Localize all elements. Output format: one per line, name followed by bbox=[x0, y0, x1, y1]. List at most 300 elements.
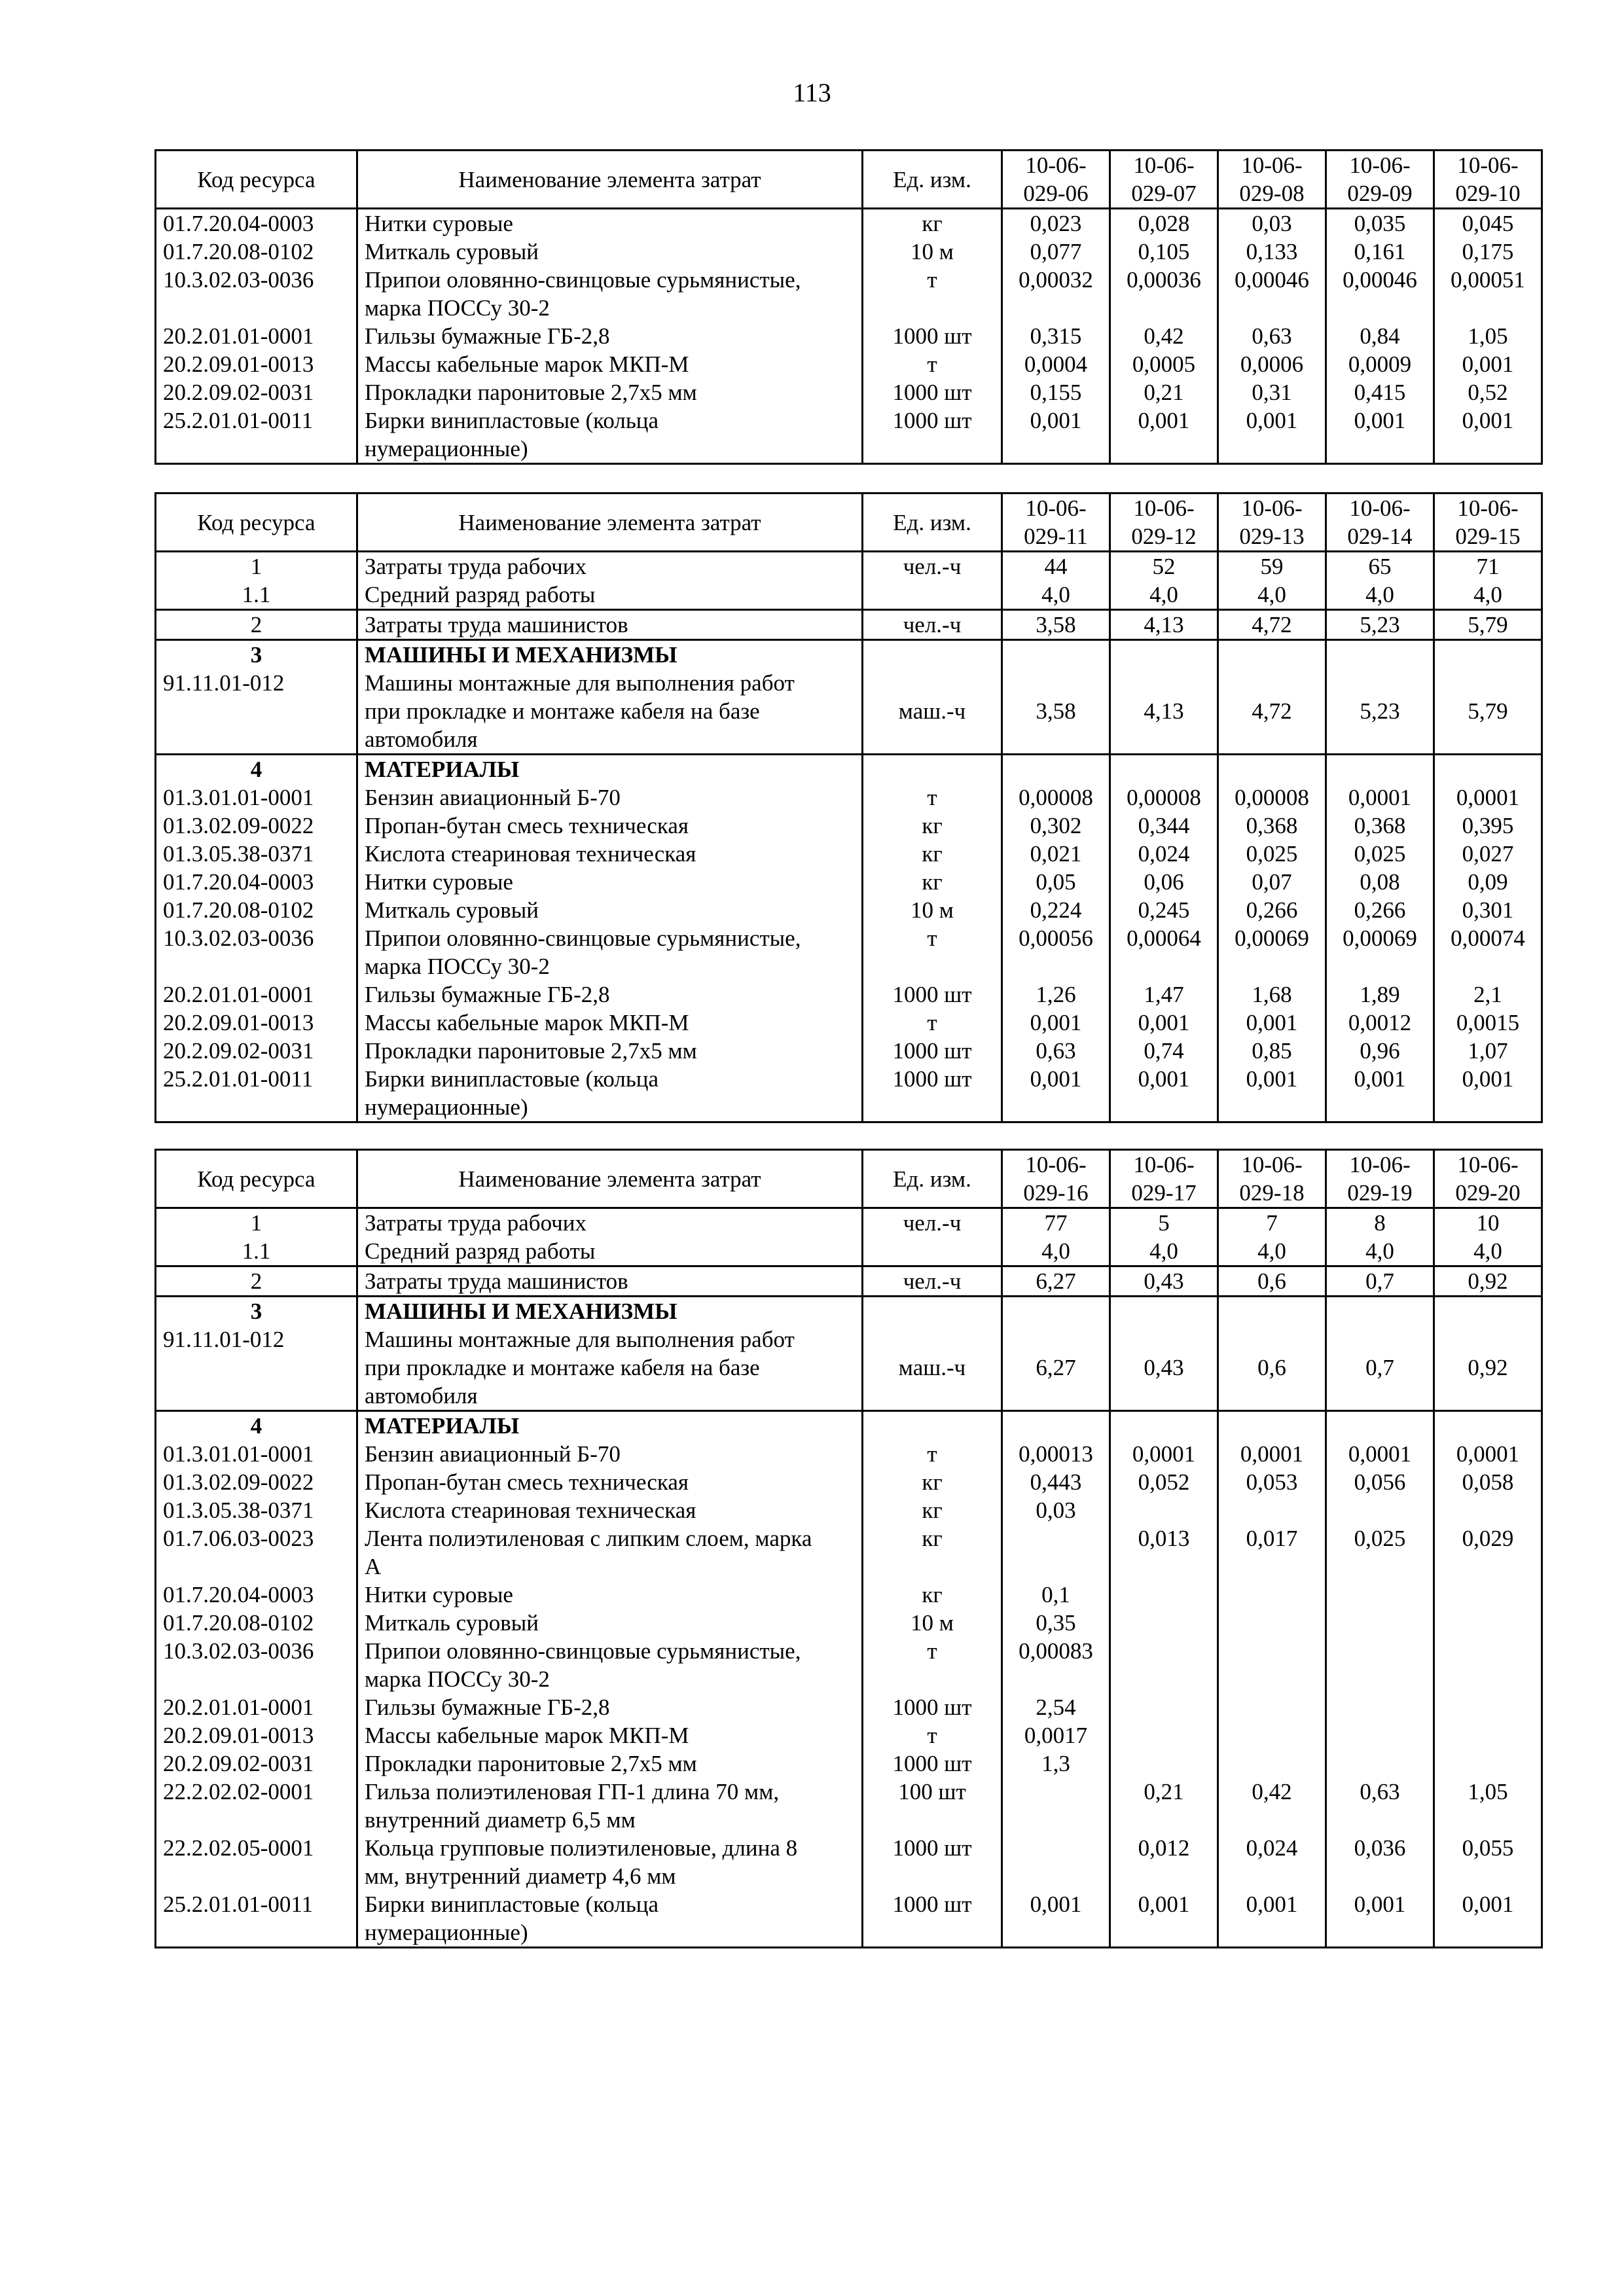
norm-value: 0,001 bbox=[1434, 406, 1542, 464]
resource-code: 10.3.02.03-0036 bbox=[156, 924, 357, 980]
table-row bbox=[156, 1609, 1542, 1637]
text-line: Припои оловянно-свинцовые сурьмянистые, bbox=[365, 925, 801, 951]
norm-value bbox=[1434, 755, 1542, 784]
norm-value bbox=[1110, 1411, 1218, 1441]
norm-value: 1,89 bbox=[1326, 980, 1434, 1009]
norm-value: 0,368 bbox=[1218, 812, 1326, 840]
norm-value: 0,344 bbox=[1110, 812, 1218, 840]
text-line: 029-17 bbox=[1131, 1180, 1197, 1206]
norm-value: 0,058 bbox=[1434, 1468, 1542, 1496]
norm-value: 1,68 bbox=[1218, 980, 1326, 1009]
table-row bbox=[156, 868, 1542, 896]
resource-code: 4 bbox=[156, 1411, 357, 1441]
norm-value: 4,0 bbox=[1434, 581, 1542, 610]
unit: чел.-ч bbox=[863, 610, 1002, 640]
header-name: Наименование элемента затрат bbox=[357, 151, 863, 209]
table-row bbox=[156, 755, 1542, 784]
norm-value: 0,0004 bbox=[1002, 350, 1110, 378]
norm-value bbox=[1218, 1749, 1326, 1778]
header-norm-column bbox=[1218, 151, 1326, 209]
norm-value bbox=[1434, 1749, 1542, 1778]
norm-value: 0,045 bbox=[1434, 209, 1542, 238]
text-line: Массы кабельные марок МКП-М bbox=[365, 1723, 689, 1748]
header-unit: Ед. изм. bbox=[863, 151, 1002, 209]
norm-value bbox=[1326, 1749, 1434, 1778]
norm-value: 0,001 bbox=[1434, 1065, 1542, 1122]
norm-value: 0,92 bbox=[1434, 1266, 1542, 1297]
unit: 1000 шт bbox=[863, 1037, 1002, 1065]
norm-value: 4,0 bbox=[1218, 1237, 1326, 1266]
text-line: Затраты труда рабочих bbox=[365, 1210, 586, 1236]
text-line: мм, внутренний диаметр 4,6 мм bbox=[365, 1863, 676, 1889]
norm-value: 0,43 bbox=[1110, 1325, 1218, 1411]
unit bbox=[863, 640, 1002, 670]
cost-element-name bbox=[357, 209, 863, 238]
text-line: 10-06- bbox=[1241, 152, 1303, 178]
resource-code: 20.2.09.02-0031 bbox=[156, 1037, 357, 1065]
cost-element-name bbox=[357, 1524, 863, 1581]
norm-value bbox=[1110, 1693, 1218, 1721]
norm-value: 0,0015 bbox=[1434, 1009, 1542, 1037]
text-line: 10-06- bbox=[1349, 1152, 1411, 1177]
norm-value: 4,72 bbox=[1218, 669, 1326, 755]
table-section bbox=[156, 1266, 1542, 1297]
text-line: Затраты труда машинистов bbox=[365, 1268, 628, 1294]
norm-value bbox=[1218, 1637, 1326, 1693]
cost-element-name bbox=[357, 783, 863, 812]
norm-value: 0,301 bbox=[1434, 896, 1542, 924]
norm-value: 3,58 bbox=[1002, 669, 1110, 755]
unit: кг bbox=[863, 840, 1002, 868]
header-norm-column bbox=[1110, 493, 1218, 552]
text-line: Бирки винипластовые (кольца bbox=[365, 408, 659, 433]
text-line: Пропан-бутан смесь техническая bbox=[365, 813, 689, 838]
table-row bbox=[156, 238, 1542, 266]
norm-value: 0,001 bbox=[1002, 1009, 1110, 1037]
norm-value bbox=[1434, 1411, 1542, 1441]
norm-value: 0,025 bbox=[1326, 1524, 1434, 1581]
norm-value: 0,266 bbox=[1218, 896, 1326, 924]
table-row bbox=[156, 1637, 1542, 1693]
norm-value: 0,036 bbox=[1326, 1834, 1434, 1890]
table-row bbox=[156, 1468, 1542, 1496]
table-row bbox=[156, 406, 1542, 464]
norm-value: 0,001 bbox=[1110, 406, 1218, 464]
resource-code: 20.2.09.02-0031 bbox=[156, 1749, 357, 1778]
table-section bbox=[156, 610, 1542, 640]
norm-value: 4,0 bbox=[1110, 581, 1218, 610]
norm-value: 0,245 bbox=[1110, 896, 1218, 924]
norm-value: 5,23 bbox=[1326, 610, 1434, 640]
text-line: Массы кабельные марок МКП-М bbox=[365, 351, 689, 377]
unit bbox=[863, 1411, 1002, 1441]
text-line: 029-20 bbox=[1455, 1180, 1521, 1206]
resource-code: 25.2.01.01-0011 bbox=[156, 406, 357, 464]
norm-value: 0,161 bbox=[1326, 238, 1434, 266]
unit: 1000 шт bbox=[863, 322, 1002, 350]
cost-element-name bbox=[357, 1325, 863, 1411]
resource-code: 01.7.20.08-0102 bbox=[156, 238, 357, 266]
table-row bbox=[156, 1237, 1542, 1266]
norm-value: 1,07 bbox=[1434, 1037, 1542, 1065]
table-row bbox=[156, 1693, 1542, 1721]
table-section bbox=[156, 755, 1542, 1122]
norm-value: 44 bbox=[1002, 552, 1110, 581]
text-line: 029-15 bbox=[1455, 524, 1521, 549]
unit: т bbox=[863, 1440, 1002, 1468]
norm-value: 0,077 bbox=[1002, 238, 1110, 266]
unit: т bbox=[863, 1721, 1002, 1749]
cost-element-name bbox=[357, 812, 863, 840]
cost-element-name bbox=[357, 1890, 863, 1948]
norm-value: 59 bbox=[1218, 552, 1326, 581]
norm-value: 4,0 bbox=[1002, 581, 1110, 610]
cost-element-name bbox=[357, 1496, 863, 1524]
unit: 1000 шт bbox=[863, 1749, 1002, 1778]
table-row bbox=[156, 896, 1542, 924]
norm-value: 0,74 bbox=[1110, 1037, 1218, 1065]
cost-element-name bbox=[357, 1778, 863, 1834]
norm-value: 0,443 bbox=[1002, 1468, 1110, 1496]
resource-code: 22.2.02.05-0001 bbox=[156, 1834, 357, 1890]
table-row bbox=[156, 322, 1542, 350]
text-line: Машины монтажные для выполнения работ bbox=[365, 1327, 795, 1352]
table-row bbox=[156, 1496, 1542, 1524]
text-line: Затраты труда рабочих bbox=[365, 554, 586, 579]
norm-value: 0,05 bbox=[1002, 868, 1110, 896]
unit: чел.-ч bbox=[863, 552, 1002, 581]
unit bbox=[863, 581, 1002, 610]
text-line: Средний разряд работы bbox=[365, 1238, 596, 1264]
norm-value: 0,63 bbox=[1002, 1037, 1110, 1065]
text-line: автомобиля bbox=[365, 1383, 478, 1408]
unit bbox=[863, 1297, 1002, 1326]
norm-value: 0,00051 bbox=[1434, 266, 1542, 322]
table-row bbox=[156, 1749, 1542, 1778]
norm-value bbox=[1434, 640, 1542, 670]
norm-value: 4,0 bbox=[1326, 581, 1434, 610]
cost-element-name bbox=[357, 1411, 863, 1441]
resource-code: 20.2.01.01-0001 bbox=[156, 1693, 357, 1721]
text-line: 029-06 bbox=[1023, 181, 1089, 206]
resource-code: 01.3.01.01-0001 bbox=[156, 783, 357, 812]
cost-element-name bbox=[357, 1693, 863, 1721]
norm-value: 0,224 bbox=[1002, 896, 1110, 924]
cost-element-name bbox=[357, 1237, 863, 1266]
text-line: 10-06- bbox=[1133, 152, 1195, 178]
text-line: Гильза полиэтиленовая ГП-1 длина 70 мм, bbox=[365, 1779, 780, 1804]
resource-code: 01.3.05.38-0371 bbox=[156, 1496, 357, 1524]
text-line: Прокладки паронитовые 2,7х5 мм bbox=[365, 1038, 697, 1064]
norm-value bbox=[1434, 1721, 1542, 1749]
norm-value bbox=[1002, 1834, 1110, 1890]
norm-value: 0,6 bbox=[1218, 1325, 1326, 1411]
text-line: 10-06- bbox=[1133, 495, 1195, 521]
resource-code: 20.2.09.02-0031 bbox=[156, 378, 357, 406]
resource-code: 1.1 bbox=[156, 1237, 357, 1266]
resource-code: 3 bbox=[156, 640, 357, 670]
text-line: Миткаль суровый bbox=[365, 239, 539, 264]
norm-value: 0,43 bbox=[1110, 1266, 1218, 1297]
unit: чел.-ч bbox=[863, 1208, 1002, 1238]
resource-code: 01.3.05.38-0371 bbox=[156, 840, 357, 868]
norm-value: 1,05 bbox=[1434, 322, 1542, 350]
text-line: 029-11 bbox=[1024, 524, 1088, 549]
text-line: Бензин авиационный Б-70 bbox=[365, 1441, 621, 1467]
norm-value: 0,415 bbox=[1326, 378, 1434, 406]
table-row bbox=[156, 924, 1542, 980]
norm-value: 0,63 bbox=[1218, 322, 1326, 350]
unit: т bbox=[863, 783, 1002, 812]
unit: чел.-ч bbox=[863, 1266, 1002, 1297]
norm-value: 0,0001 bbox=[1326, 783, 1434, 812]
header-norm-column bbox=[1002, 493, 1110, 552]
cost-element-name bbox=[357, 581, 863, 610]
unit: кг bbox=[863, 1524, 1002, 1581]
table-row bbox=[156, 1208, 1542, 1238]
cost-element-name bbox=[357, 1637, 863, 1693]
resource-code: 01.3.02.09-0022 bbox=[156, 812, 357, 840]
norm-value: 0,35 bbox=[1002, 1609, 1110, 1637]
norm-value bbox=[1110, 1496, 1218, 1524]
norm-value: 52 bbox=[1110, 552, 1218, 581]
header-unit: Ед. изм. bbox=[863, 1150, 1002, 1208]
cost-element-name bbox=[357, 406, 863, 464]
text-line: 10-06- bbox=[1349, 495, 1411, 521]
text-line: 10-06- bbox=[1457, 1152, 1519, 1177]
text-line: нумерационные) bbox=[365, 1920, 528, 1945]
norm-value bbox=[1326, 1721, 1434, 1749]
norm-value: 0,029 bbox=[1434, 1524, 1542, 1581]
table-row bbox=[156, 1037, 1542, 1065]
norm-value: 0,055 bbox=[1434, 1834, 1542, 1890]
resource-code: 01.7.06.03-0023 bbox=[156, 1524, 357, 1581]
cost-element-name bbox=[357, 378, 863, 406]
norm-value: 4,0 bbox=[1110, 1237, 1218, 1266]
resource-code: 20.2.09.01-0013 bbox=[156, 1009, 357, 1037]
norm-value: 0,7 bbox=[1326, 1325, 1434, 1411]
norm-value: 0,0012 bbox=[1326, 1009, 1434, 1037]
header-norm-column bbox=[1110, 151, 1218, 209]
norm-value bbox=[1326, 1297, 1434, 1326]
cost-element-name bbox=[357, 1009, 863, 1037]
norm-value: 1,26 bbox=[1002, 980, 1110, 1009]
resource-code: 20.2.01.01-0001 bbox=[156, 322, 357, 350]
resource-code: 20.2.01.01-0001 bbox=[156, 980, 357, 1009]
table-row bbox=[156, 209, 1542, 238]
norm-value: 0,001 bbox=[1218, 406, 1326, 464]
norm-value: 5 bbox=[1110, 1208, 1218, 1238]
table-row bbox=[156, 581, 1542, 610]
text-line: 029-19 bbox=[1347, 1180, 1413, 1206]
norm-value: 0,00083 bbox=[1002, 1637, 1110, 1693]
text-line: Лента полиэтиленовая с липким слоем, марка bbox=[365, 1526, 812, 1551]
table-header-row bbox=[156, 151, 1542, 209]
resource-code: 20.2.09.01-0013 bbox=[156, 1721, 357, 1749]
resource-code: 10.3.02.03-0036 bbox=[156, 266, 357, 322]
norm-value: 1,47 bbox=[1110, 980, 1218, 1009]
norm-value bbox=[1326, 1411, 1434, 1441]
unit: 1000 шт bbox=[863, 980, 1002, 1009]
text-line: 10-06- bbox=[1349, 152, 1411, 178]
resource-code: 01.7.20.04-0003 bbox=[156, 209, 357, 238]
text-line: Бирки винипластовые (кольца bbox=[365, 1066, 659, 1092]
unit: кг bbox=[863, 209, 1002, 238]
norm-value: 0,001 bbox=[1002, 406, 1110, 464]
norm-value: 0,7 bbox=[1326, 1266, 1434, 1297]
norm-value: 0,024 bbox=[1110, 840, 1218, 868]
resource-code: 4 bbox=[156, 755, 357, 784]
norm-value: 0,105 bbox=[1110, 238, 1218, 266]
table-row bbox=[156, 980, 1542, 1009]
norm-value: 0,001 bbox=[1434, 350, 1542, 378]
norm-value bbox=[1110, 1609, 1218, 1637]
norm-value bbox=[1110, 1721, 1218, 1749]
text-line: при прокладке и монтаже кабеля на базе bbox=[365, 1355, 760, 1380]
unit: 1000 шт bbox=[863, 378, 1002, 406]
header-norm-column bbox=[1434, 1150, 1542, 1208]
norm-value: 0,025 bbox=[1218, 840, 1326, 868]
table-section bbox=[156, 1297, 1542, 1411]
norm-value: 4,0 bbox=[1002, 1237, 1110, 1266]
text-line: нумерационные) bbox=[365, 436, 528, 461]
norm-value: 0,175 bbox=[1434, 238, 1542, 266]
unit: кг bbox=[863, 1468, 1002, 1496]
unit: т bbox=[863, 1009, 1002, 1037]
norm-value bbox=[1110, 1581, 1218, 1609]
cost-element-name bbox=[357, 1468, 863, 1496]
norm-value bbox=[1002, 640, 1110, 670]
norm-value bbox=[1326, 755, 1434, 784]
text-line: Пропан-бутан смесь техническая bbox=[365, 1469, 689, 1495]
cost-element-name bbox=[357, 1037, 863, 1065]
cost-element-name bbox=[357, 1297, 863, 1326]
text-line: нумерационные) bbox=[365, 1094, 528, 1120]
text-line: А bbox=[365, 1554, 382, 1579]
norm-value bbox=[1434, 1693, 1542, 1721]
norm-value: 0,053 bbox=[1218, 1468, 1326, 1496]
cost-element-name bbox=[357, 1749, 863, 1778]
text-line: 029-07 bbox=[1131, 181, 1197, 206]
norm-value: 0,00046 bbox=[1218, 266, 1326, 322]
table-section bbox=[156, 209, 1542, 464]
norm-value bbox=[1110, 1749, 1218, 1778]
norm-value: 1,05 bbox=[1434, 1778, 1542, 1834]
text-line: Нитки суровые bbox=[365, 869, 513, 895]
header-norm-column bbox=[1218, 1150, 1326, 1208]
cost-element-name bbox=[357, 610, 863, 640]
norm-value bbox=[1110, 1297, 1218, 1326]
norm-value: 0,302 bbox=[1002, 812, 1110, 840]
norm-value: 0,0001 bbox=[1218, 1440, 1326, 1468]
resource-code: 2 bbox=[156, 610, 357, 640]
text-line: марка ПОССу 30-2 bbox=[365, 295, 550, 321]
table-row bbox=[156, 350, 1542, 378]
text-line: МАШИНЫ И МЕХАНИЗМЫ bbox=[365, 1299, 677, 1324]
norm-value: 0,00069 bbox=[1218, 924, 1326, 980]
norm-value: 4,13 bbox=[1110, 610, 1218, 640]
text-line: МАТЕРИАЛЫ bbox=[365, 757, 520, 782]
norm-value: 0,00013 bbox=[1002, 1440, 1110, 1468]
norm-value: 3,58 bbox=[1002, 610, 1110, 640]
norm-value: 0,052 bbox=[1110, 1468, 1218, 1496]
header-norm-column bbox=[1002, 151, 1110, 209]
text-line: Гильзы бумажные ГБ-2,8 bbox=[365, 1695, 610, 1720]
text-line: 10-06- bbox=[1457, 495, 1519, 521]
norm-value: 0,0005 bbox=[1110, 350, 1218, 378]
norm-value: 7 bbox=[1218, 1208, 1326, 1238]
text-line: 029-12 bbox=[1131, 524, 1197, 549]
norm-value bbox=[1434, 1581, 1542, 1609]
norm-value: 4,0 bbox=[1326, 1237, 1434, 1266]
cost-element-name bbox=[357, 1440, 863, 1468]
text-line: марка ПОССу 30-2 bbox=[365, 1666, 550, 1692]
text-line: Гильзы бумажные ГБ-2,8 bbox=[365, 323, 610, 349]
table-row bbox=[156, 1721, 1542, 1749]
norm-value bbox=[1218, 1581, 1326, 1609]
norm-value: 5,23 bbox=[1326, 669, 1434, 755]
unit: 1000 шт bbox=[863, 1834, 1002, 1890]
text-line: Миткаль суровый bbox=[365, 1610, 539, 1636]
text-line: 029-08 bbox=[1239, 181, 1305, 206]
table-row bbox=[156, 1297, 1542, 1326]
norm-value bbox=[1326, 1496, 1434, 1524]
table-row bbox=[156, 1065, 1542, 1122]
norm-value: 6,27 bbox=[1002, 1266, 1110, 1297]
norm-value: 5,79 bbox=[1434, 610, 1542, 640]
text-line: при прокладке и монтаже кабеля на базе bbox=[365, 698, 760, 724]
resource-code: 25.2.01.01-0011 bbox=[156, 1890, 357, 1948]
table-row bbox=[156, 640, 1542, 670]
norm-value bbox=[1218, 1693, 1326, 1721]
resource-table-1 bbox=[154, 149, 1543, 465]
norm-value: 2,1 bbox=[1434, 980, 1542, 1009]
cost-element-name bbox=[357, 840, 863, 868]
norm-value: 0,03 bbox=[1218, 209, 1326, 238]
norm-value bbox=[1326, 1637, 1434, 1693]
cost-element-name bbox=[357, 322, 863, 350]
cost-element-name bbox=[357, 640, 863, 670]
unit bbox=[863, 1237, 1002, 1266]
header-norm-column bbox=[1326, 493, 1434, 552]
table-row bbox=[156, 1411, 1542, 1441]
text-line: 10-06- bbox=[1241, 1152, 1303, 1177]
norm-value: 0,06 bbox=[1110, 868, 1218, 896]
norm-value: 0,001 bbox=[1326, 1065, 1434, 1122]
cost-element-name bbox=[357, 755, 863, 784]
norm-value: 10 bbox=[1434, 1208, 1542, 1238]
norm-value bbox=[1434, 1496, 1542, 1524]
text-line: 029-09 bbox=[1347, 181, 1413, 206]
table-row bbox=[156, 783, 1542, 812]
norm-value: 0,07 bbox=[1218, 868, 1326, 896]
norm-value: 0,0001 bbox=[1110, 1440, 1218, 1468]
norm-value bbox=[1218, 640, 1326, 670]
text-line: Прокладки паронитовые 2,7х5 мм bbox=[365, 1751, 697, 1776]
norm-value: 0,024 bbox=[1218, 1834, 1326, 1890]
unit: кг bbox=[863, 1581, 1002, 1609]
resource-code: 91.11.01-012 bbox=[156, 669, 357, 755]
resource-code: 01.3.01.01-0001 bbox=[156, 1440, 357, 1468]
norm-value: 0,027 bbox=[1434, 840, 1542, 868]
norm-value bbox=[1002, 755, 1110, 784]
norm-value: 0,0001 bbox=[1434, 1440, 1542, 1468]
text-line: 10-06- bbox=[1025, 152, 1087, 178]
table-row bbox=[156, 610, 1542, 640]
norm-value: 0,85 bbox=[1218, 1037, 1326, 1065]
table-section bbox=[156, 1208, 1542, 1266]
norm-value: 0,09 bbox=[1434, 868, 1542, 896]
